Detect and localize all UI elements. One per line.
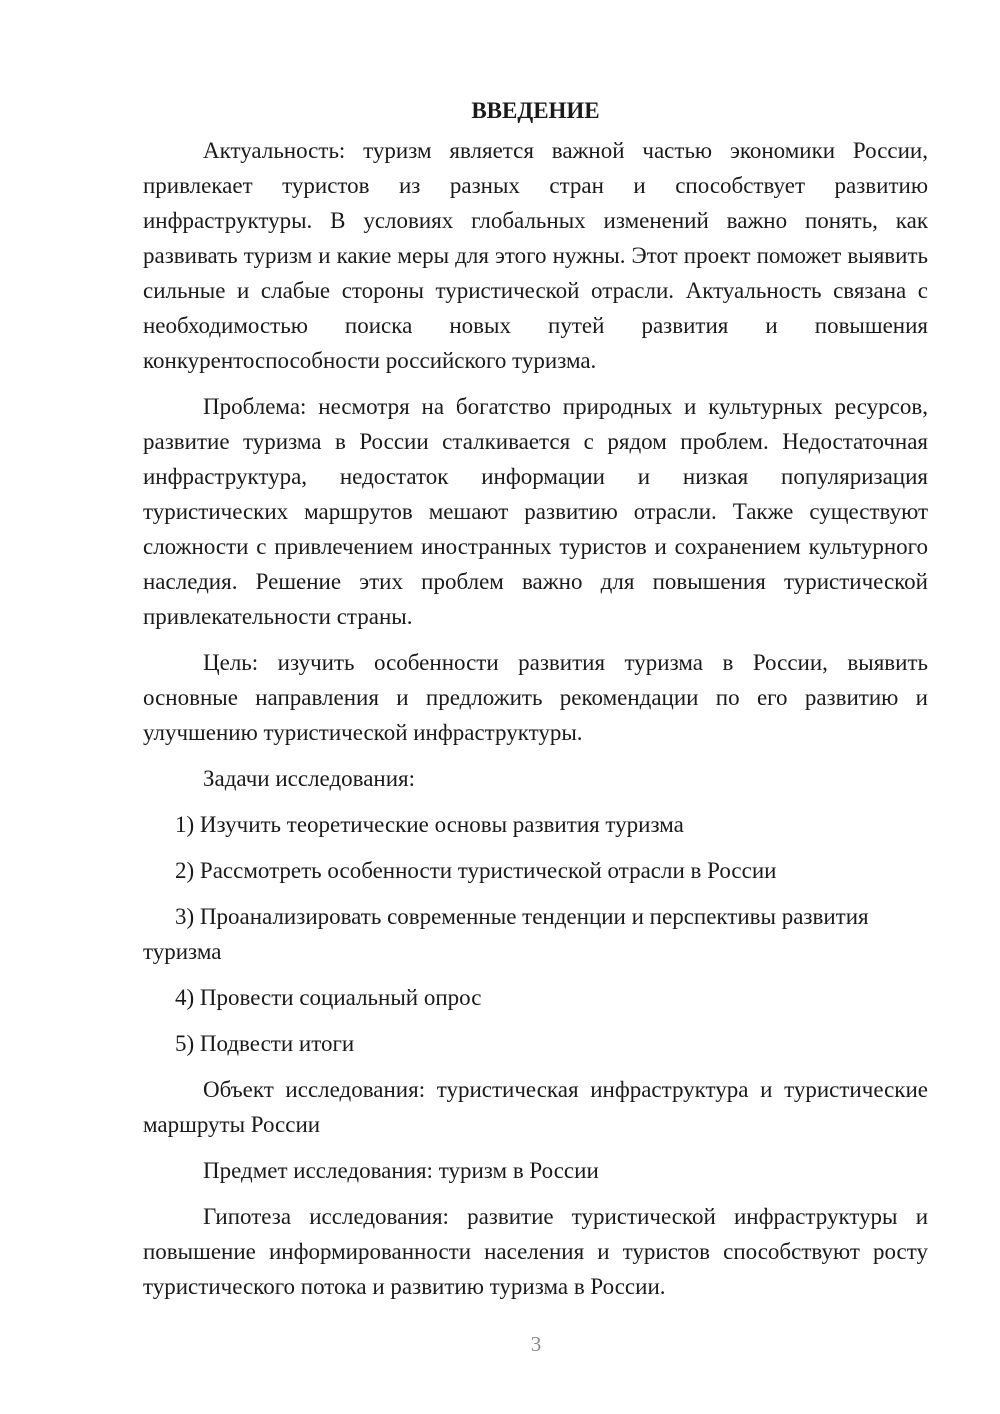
subject-paragraph: Предмет исследования: туризм в России: [203, 1158, 599, 1183]
task-item: 2) Рассмотреть особенности туристической отрасли в России: [175, 858, 777, 883]
tasks-heading: Задачи исследования:: [203, 766, 416, 791]
task-item: 5) Подвести итоги: [175, 1031, 355, 1056]
task-item: 4) Провести социальный опрос: [175, 985, 482, 1010]
task-item: 3) Проанализировать современные тенденции и перспективы развития туризма: [143, 904, 869, 964]
problem-paragraph: Проблема: несмотря на богатство природных и культурных ресурсов, развитие туризма в России сталкивается с рядом проблем. Недостаточная инфраструктура, недостаток информации и низкая популяризация туристических маршрутов мешают развитию отрасли. Также существуют сложности с привлечением иностранных туристов и сохранением культурного наследия. Решение этих проблем важно для повышения туристической привлекательности страны.: [143, 394, 928, 629]
document-page: [143, 88, 928, 1315]
tasks-list: [143, 807, 928, 1061]
task-item: 1) Изучить теоретические основы развития туризма: [175, 812, 684, 837]
page-title: ВВЕДЕНИЕ: [471, 98, 600, 123]
goal-paragraph: Цель: изучить особенности развития туризма в России, выявить основные направления и предложить рекомендации по его развитию и улучшению туристической инфраструктуры.: [143, 650, 928, 745]
object-paragraph: Объект исследования: туристическая инфраструктура и туристические маршруты России: [143, 1077, 928, 1137]
page-number: 3: [530, 1332, 542, 1356]
hypothesis-paragraph: Гипотеза исследования: развитие туристической инфраструктуры и повышение информированности населения и туристов способствуют росту туристического потока и развитию туризма в России.: [143, 1204, 928, 1299]
relevance-paragraph: Актуальность: туризм является важной частью экономики России, привлекает туристов из разных стран и способствует развитию инфраструктуры. В условиях глобальных изменений важно понять, как развивать туризм и какие меры для этого нужны. Этот проект поможет выявить сильные и слабые стороны туристической отрасли. Актуальность связана с необходимостью поиска новых путей развития и повышения конкурентоспособности российского туризма.: [143, 138, 928, 373]
